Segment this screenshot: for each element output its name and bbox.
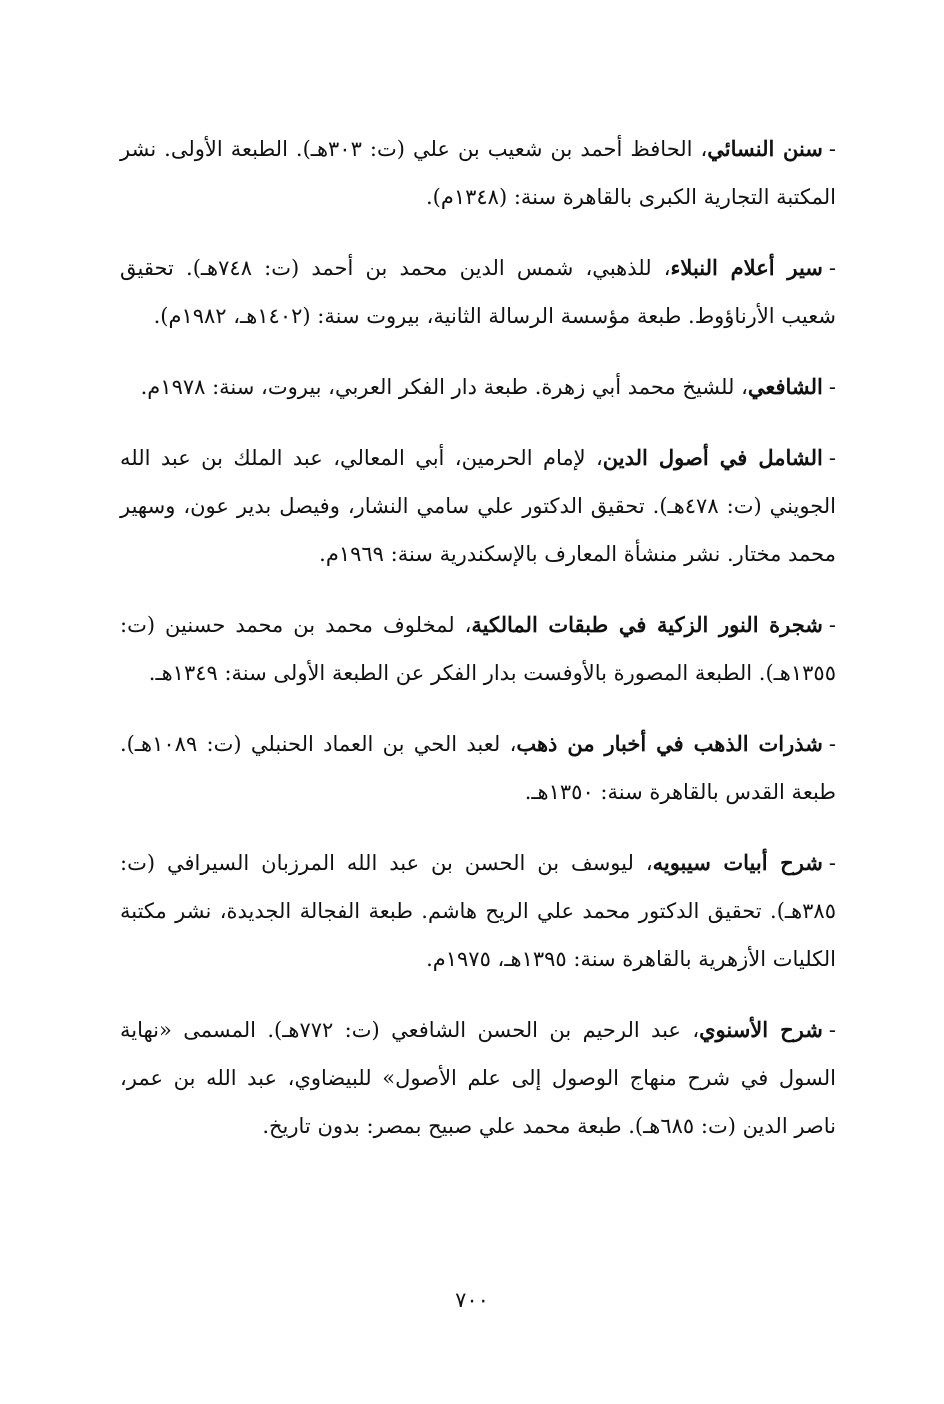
entry-text: ، لعبد الحي بن العماد الحنبلي (ت: ١٠٨٩هـ). طبعة القدس بالقاهرة سنة: ١٣٥٠هـ. [120, 732, 836, 804]
entry-text: ، لمخلوف محمد بن محمد حسنين (ت: ١٣٥٥هـ). الطبعة المصورة بالأوفست بدار الفكر عن الطبعة الأولى سنة: ١٣٤٩هـ. [120, 613, 836, 685]
bibliography-entry-alshamil [120, 434, 836, 578]
entry-title: شرح الأسنوي [699, 1017, 823, 1042]
entry-text: ، للذهبي، شمس الدين محمد بن أحمد (ت: ٧٤٨هـ). تحقيق شعيب الأرناؤوط. طبعة مؤسسة الرسالة الثانية، بيروت سنة: (١٤٠٢هـ، ١٩٨٢م). [120, 256, 836, 328]
entry-dash: - [828, 256, 836, 280]
entry-text: ، عبد الرحيم بن الحسن الشافعي (ت: ٧٧٢هـ). المسمى «نهاية السول في شرح منهاج الوصول إلى علم الأصول» للبيضاوي، عبد الله بن عمر، ناصر الدين (ت: ٦٨٥هـ). طبعة محمد علي صبيح بمصر: بدون تاريخ. [120, 1018, 836, 1138]
entry-title: الشامل في أصول الدين [602, 445, 823, 470]
entry-title: شجرة النور الزكية في طبقات المالكية [471, 612, 823, 637]
entry-text: ، ليوسف بن الحسن بن عبد الله المرزبان السيرافي (ت: ٣٨٥هـ). تحقيق الدكتور محمد علي الريح هاشم. طبعة الفجالة الجديدة، نشر مكتبة الكليات الأزهرية بالقاهرة سنة: ١٣٩٥هـ، ١٩٧٥م. [120, 851, 836, 971]
entry-text: ، لإمام الحرمين، أبي المعالي، عبد الملك بن عبد الله الجويني (ت: ٤٧٨هـ). تحقيق الدكتور علي سامي النشار، وفيصل بدير عون، وسهير محمد مختار. نشر منشأة المعارف بالإسكندرية سنة: ١٩٦٩م. [120, 446, 836, 566]
entry-dash: - [828, 375, 836, 399]
entry-title: شذرات الذهب في أخبار من ذهب [516, 731, 823, 756]
bibliography-list [120, 125, 836, 1173]
bibliography-entry-sharh-abyat-sibawayh [120, 839, 836, 983]
entry-text: ، للشيخ محمد أبي زهرة. طبعة دار الفكر العربي، بيروت، سنة: ١٩٧٨م. [140, 375, 748, 399]
entry-title: الشافعي [747, 374, 823, 399]
entry-dash: - [828, 1018, 836, 1042]
entry-title: سير أعلام النبلاء [670, 255, 823, 280]
bibliography-entry-alshafii [120, 363, 836, 411]
entry-title: سنن النسائي [707, 136, 823, 161]
bibliography-entry-sunan-nasai [120, 125, 836, 221]
entry-dash: - [828, 446, 836, 470]
entry-dash: - [828, 851, 836, 875]
bibliography-entry-shadharat-aldhahab [120, 720, 836, 816]
page-number: ٧٠٠ [455, 1288, 489, 1312]
entry-dash: - [828, 613, 836, 637]
bibliography-entry-shajarat-alnur [120, 601, 836, 697]
entry-text: ، الحافظ أحمد بن شعيب بن علي (ت: ٣٠٣هـ). الطبعة الأولى. نشر المكتبة التجارية الكبرى بالقاهرة سنة: (١٣٤٨م). [120, 137, 836, 209]
bibliography-entry-sharh-alasnawi [120, 1006, 836, 1150]
bibliography-entry-siyar-alam-alnubala [120, 244, 836, 340]
entry-dash: - [828, 137, 837, 161]
entry-dash: - [828, 732, 836, 756]
entry-title: شرح أبيات سيبويه [652, 850, 823, 875]
